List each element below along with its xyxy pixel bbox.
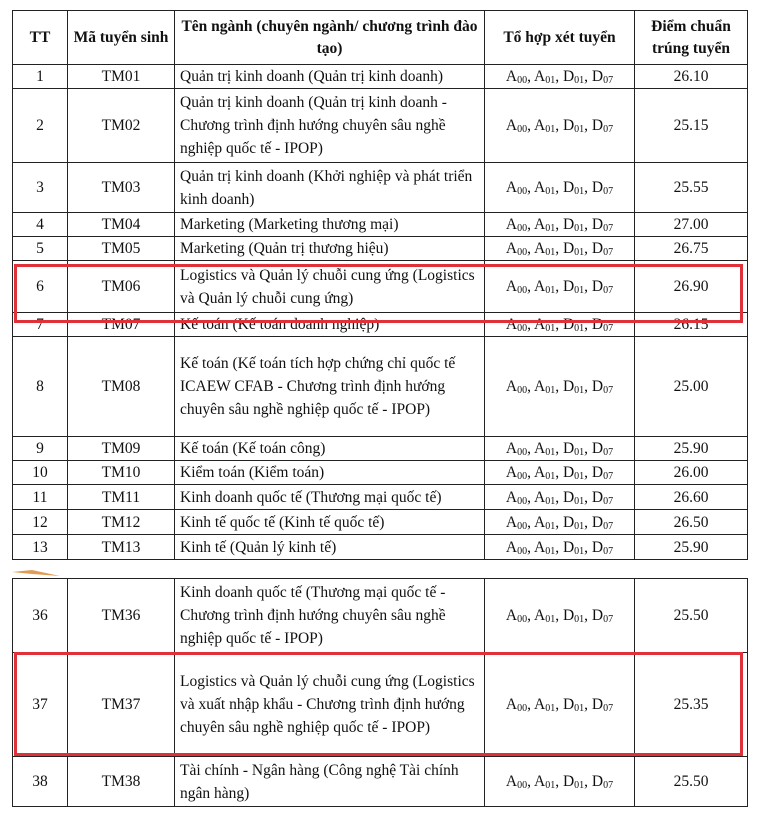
row-code: TM37 [68,653,175,757]
row-score: 25.90 [635,437,748,461]
table-row [13,510,748,535]
row-name: Kinh doanh quốc tế (Thương mại quốc tế) [175,485,485,510]
row-code: TM11 [68,485,175,510]
row-combo: $A_{00}$, $A_{01}$, $D_{01}$, $D_{07}$ [485,65,635,89]
row-combo: $A_{00}$, $A_{01}$, $D_{01}$, $D_{07}$ [485,89,635,163]
row-name: Kinh tế (Quản lý kinh tế) [175,535,485,560]
row-code: TM36 [68,579,175,653]
row-tt: 13 [13,535,68,560]
row-name: Kế toán (Kế toán tích hợp chứng chỉ quốc tế ICAEW CFAB - Chương trình định hướng chuyên sâu nghề nghiệp quốc tế - IPOP) [175,337,485,437]
row-combo: $A_{00}$, $A_{01}$, $D_{01}$, $D_{07}$ [485,237,635,261]
row-tt: 7 [13,313,68,337]
row-name: Tài chính - Ngân hàng (Công nghệ Tài chính ngân hàng) [175,757,485,807]
row-tt: 8 [13,337,68,437]
header-name: Tên ngành (chuyên ngành/ chương trình đào tạo) [175,11,485,65]
header-code: Mã tuyển sinh [68,11,175,65]
row-combo: $A_{00}$, $A_{01}$, $D_{01}$, $D_{07}$ [485,757,635,807]
row-code: TM02 [68,89,175,163]
row-combo: $A_{00}$, $A_{01}$, $D_{01}$, $D_{07}$ [485,437,635,461]
row-tt: 38 [13,757,68,807]
row-code: TM06 [68,261,175,313]
table-header-row [13,11,748,65]
table-row [13,261,748,313]
row-name: Kế toán (Kế toán công) [175,437,485,461]
row-score: 26.90 [635,261,748,313]
table-row [13,313,748,337]
row-tt: 36 [13,579,68,653]
row-score: 26.10 [635,65,748,89]
row-combo: $A_{00}$, $A_{01}$, $D_{01}$, $D_{07}$ [485,485,635,510]
row-code: TM01 [68,65,175,89]
row-score: 27.00 [635,213,748,237]
row-combo: $A_{00}$, $A_{01}$, $D_{01}$, $D_{07}$ [485,313,635,337]
row-code: TM13 [68,535,175,560]
row-tt: 10 [13,461,68,485]
row-tt: 9 [13,437,68,461]
row-name: Marketing (Quản trị thương hiệu) [175,237,485,261]
row-name: Quản trị kinh doanh (Quản trị kinh doanh - Chương trình định hướng chuyên sâu nghề nghiệp quốc tế - IPOP) [175,89,485,163]
row-score: 25.90 [635,535,748,560]
table-row [13,89,748,163]
row-code: TM10 [68,461,175,485]
header-combo: Tổ hợp xét tuyển [485,11,635,65]
row-tt: 4 [13,213,68,237]
table-row [13,461,748,485]
row-combo: $A_{00}$, $A_{01}$, $D_{01}$, $D_{07}$ [485,510,635,535]
row-name: Logistics và Quản lý chuỗi cung ứng (Logistics và xuất nhập khẩu - Chương trình định hướng chuyên sâu nghề nghiệp quốc tế - IPOP) [175,653,485,757]
row-tt: 2 [13,89,68,163]
row-score: 25.35 [635,653,748,757]
table-row [13,163,748,213]
row-code: TM38 [68,757,175,807]
row-combo: $A_{00}$, $A_{01}$, $D_{01}$, $D_{07}$ [485,579,635,653]
table-row [13,653,748,757]
table-row [13,437,748,461]
table-row [13,65,748,89]
admission-score-table [12,10,748,560]
row-name: Kiểm toán (Kiểm toán) [175,461,485,485]
row-code: TM03 [68,163,175,213]
row-name: Kế toán (Kế toán doanh nghiệp) [175,313,485,337]
table-row [13,337,748,437]
row-code: TM08 [68,337,175,437]
row-score: 25.50 [635,579,748,653]
row-name: Marketing (Marketing thương mại) [175,213,485,237]
row-combo: $A_{00}$, $A_{01}$, $D_{01}$, $D_{07}$ [485,213,635,237]
row-score: 25.50 [635,757,748,807]
row-tt: 11 [13,485,68,510]
header-score: Điểm chuẩn trúng tuyển [635,11,748,65]
row-code: TM07 [68,313,175,337]
row-name: Kinh tế quốc tế (Kinh tế quốc tế) [175,510,485,535]
torn-edge-mark [12,568,62,578]
row-code: TM05 [68,237,175,261]
row-name: Quản trị kinh doanh (Quản trị kinh doanh) [175,65,485,89]
table-row [13,485,748,510]
row-score: 25.15 [635,89,748,163]
row-name: Quản trị kinh doanh (Khởi nghiệp và phát triển kinh doanh) [175,163,485,213]
row-combo: $A_{00}$, $A_{01}$, $D_{01}$, $D_{07}$ [485,461,635,485]
row-tt: 6 [13,261,68,313]
row-name: Kinh doanh quốc tế (Thương mại quốc tế - Chương trình định hướng chuyên sâu nghề nghiệp quốc tế - IPOP) [175,579,485,653]
row-score: 26.75 [635,237,748,261]
row-score: 26.15 [635,313,748,337]
row-code: TM12 [68,510,175,535]
row-tt: 1 [13,65,68,89]
table-row [13,213,748,237]
row-combo: $A_{00}$, $A_{01}$, $D_{01}$, $D_{07}$ [485,163,635,213]
table-row [13,535,748,560]
row-score: 26.50 [635,510,748,535]
row-combo: $A_{00}$, $A_{01}$, $D_{01}$, $D_{07}$ [485,535,635,560]
header-tt: TT [13,11,68,65]
row-tt: 37 [13,653,68,757]
row-code: TM04 [68,213,175,237]
table-row [13,237,748,261]
row-tt: 5 [13,237,68,261]
admission-score-table-continued [12,578,748,807]
row-score: 25.55 [635,163,748,213]
table-row [13,579,748,653]
row-name: Logistics và Quản lý chuỗi cung ứng (Logistics và Quản lý chuỗi cung ứng) [175,261,485,313]
row-score: 26.60 [635,485,748,510]
row-code: TM09 [68,437,175,461]
row-combo: $A_{00}$, $A_{01}$, $D_{01}$, $D_{07}$ [485,653,635,757]
row-combo: $A_{00}$, $A_{01}$, $D_{01}$, $D_{07}$ [485,261,635,313]
row-tt: 3 [13,163,68,213]
row-tt: 12 [13,510,68,535]
table-row [13,757,748,807]
row-score: 26.00 [635,461,748,485]
row-combo: $A_{00}$, $A_{01}$, $D_{01}$, $D_{07}$ [485,337,635,437]
row-score: 25.00 [635,337,748,437]
